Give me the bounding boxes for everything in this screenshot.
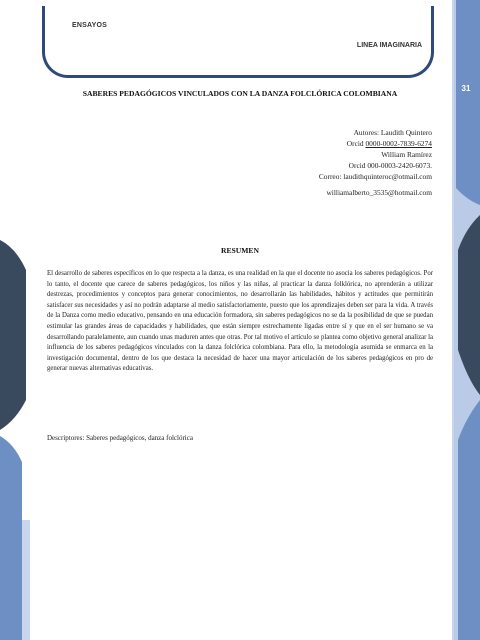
author-block	[172, 127, 432, 198]
abstract-heading: RESUMEN	[221, 246, 259, 255]
orcid-1-prefix: Orcid	[346, 139, 366, 148]
orcid-1-line	[172, 138, 432, 149]
page-number: 31	[461, 84, 471, 93]
author-email-2: williamalberto_3535@hotmail.com	[326, 188, 432, 197]
orcid-2: Orcid 000-0003-2420-6073.	[348, 161, 432, 170]
keywords: Descriptores: Saberes pedagógicos, danza folclórica	[47, 434, 193, 442]
author-email-1: Correo: laudithquinteroc@otmail.com	[318, 172, 432, 181]
orcid-1-link[interactable]: 0000-0002-7839-6274	[365, 139, 432, 148]
left-light-shape	[22, 520, 30, 640]
left-blue-shape	[0, 436, 22, 640]
journal-name: LINEA IMAGINARIA	[356, 42, 422, 49]
section-label: ENSAYOS	[72, 22, 107, 29]
article-title: SABERES PEDAGÓGICOS VINCULADOS CON LA DANZA FOLCLÓRICA COLOMBIANA	[82, 89, 398, 98]
left-dark-shape	[0, 240, 26, 430]
right-lower-blue	[458, 400, 480, 640]
author-1: Autores: Laudith Quintero	[353, 128, 432, 137]
right-blue-block	[456, 0, 480, 205]
author-2: William Ramírez	[381, 150, 432, 159]
abstract-text: El desarrollo de saberes específicos en lo que respecta a la danza, es una realidad en la que el docente no asocia los saberes pedagógicos. Por lo tanto, el docente que carece de saberes pedagógicos, los niños y las niñas, al practicar la danza folklórica, no aprenderán a utilizar destrezas, procedimientos y conceptos para generar conocimientos, no desarrollarán las habilidades, hábitos y actitudes que permitirán satisfacer sus necesidades y así no podrán adaptarse al medio satisfactoriamente, puesto que los aprendizajes deben ser para la vida. A través de la Danza como medio educativo, pensando en una educación formadora, sin saberes pedagógicos no se da la posibilidad de que se puedan estimular las grandes áreas de capacidades y habilidades, que están siempre estrechamente ligadas entre sí y que en el ser humano se va desarrollando paralelamente, aun cuando unas maduren antes que otras. Por tal motivo el artículo se plantea como objetivo general analizar la influencia de los saberes pedagógicos vinculados con la danza folclórica colombiana. Para ello, la metodología asumida se enmarca en la investigación documental, dentro de los que destaca la necesidad de hacer una mayor articulación de los saberes pedagógicos en pro de generar nuevas alternativas educativas.	[47, 270, 433, 373]
